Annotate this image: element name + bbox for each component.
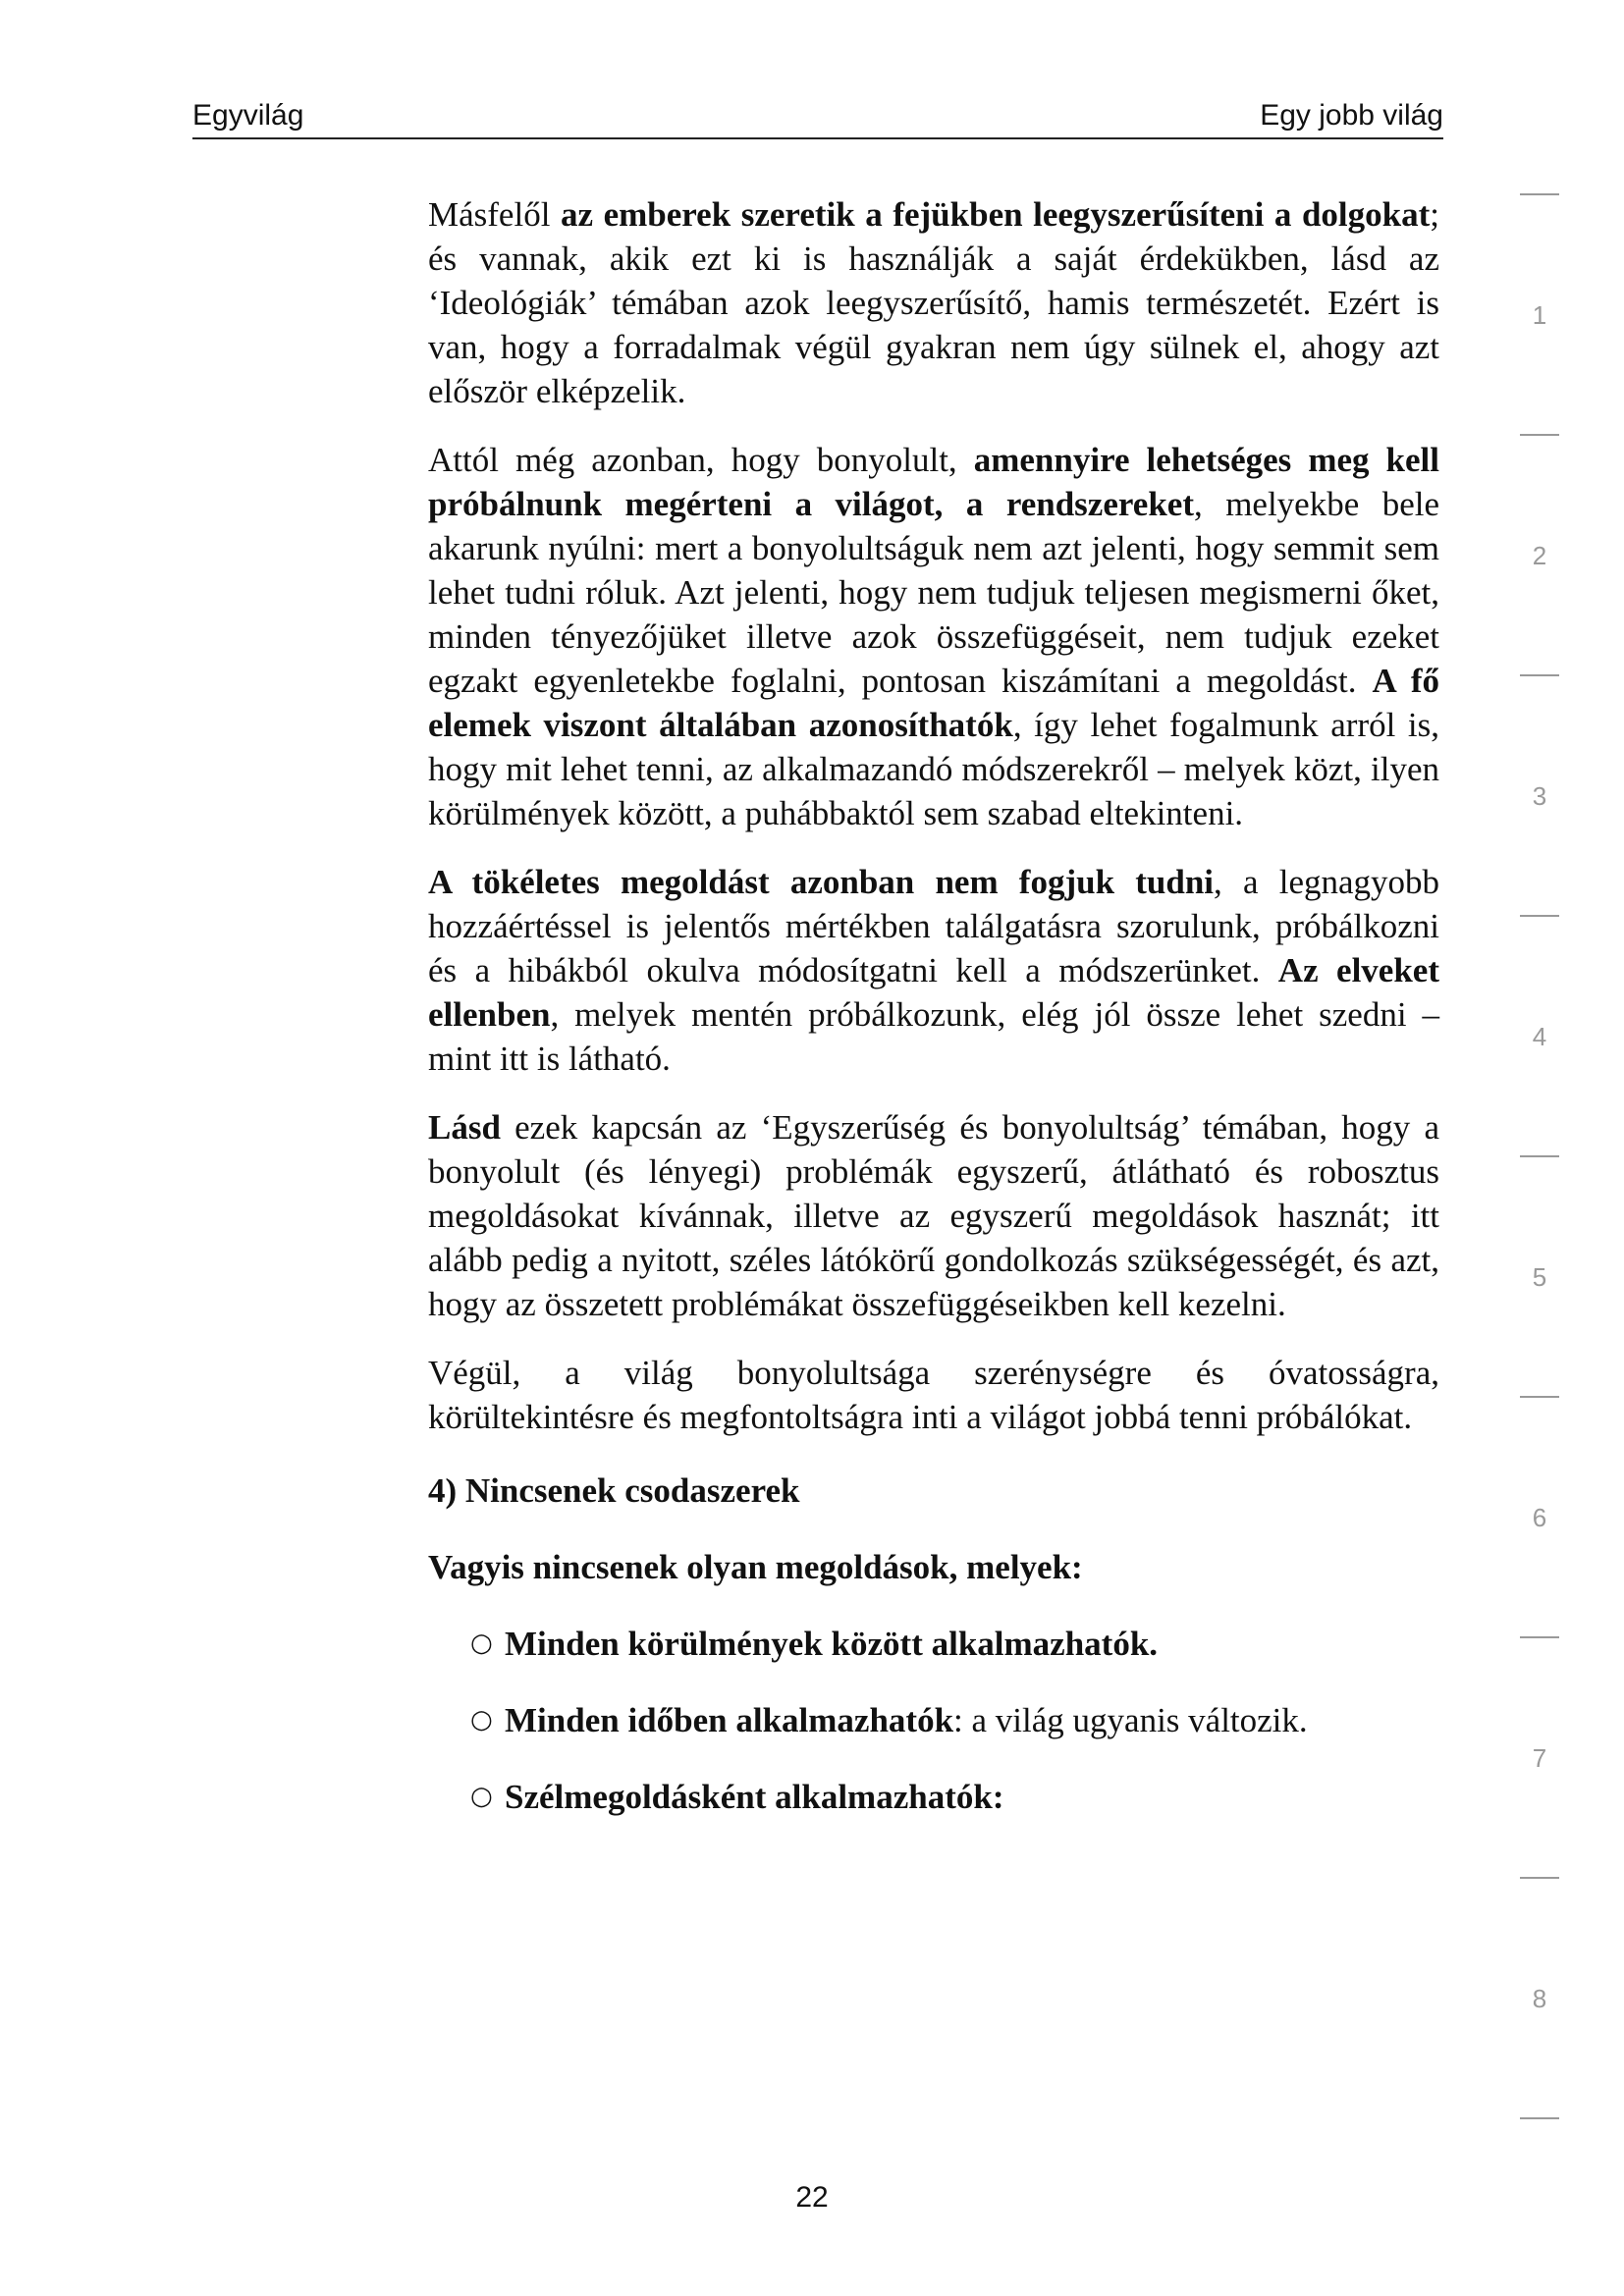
margin-number: 6 bbox=[1532, 1503, 1547, 1532]
page-number: 22 bbox=[795, 2181, 829, 2214]
p1-text-c: ; és vannak, akik ezt ki is használják a saját érdekükben, lásd az ‘Ideológiák’ témában azok leegyszerűsítő, hamis természetét. Ezért is van, hogy a forradalmak végül gyakran nem úgy sülnek el, ahogy azt először elképzelik. bbox=[428, 195, 1439, 410]
p1-bold: az emberek szeretik a fejükben leegyszerűsíteni a dolgokat bbox=[560, 195, 1431, 234]
p3-bold-2: Az elveket ellenben bbox=[428, 951, 1439, 1034]
header-left-title: Egyvilág bbox=[192, 99, 304, 132]
margin-divider bbox=[1520, 434, 1559, 436]
margin-number: 7 bbox=[1532, 1743, 1547, 1773]
margin-divider bbox=[1520, 193, 1559, 195]
paragraph-5: Végül, a világ bonyolultsága szerénységre és óvatosságra, körültekintésre és megfontoltságra inti a világot jobbá tenni próbálókat. bbox=[428, 1354, 1439, 1436]
p2-bold-2: A fő elemek viszont általában azonosíthatók bbox=[428, 662, 1440, 744]
paragraph-1 bbox=[428, 192, 1439, 413]
p4-bold: Lásd bbox=[428, 1108, 501, 1147]
circle-bullet-icon: ○ bbox=[470, 1629, 493, 1658]
line-number-margin bbox=[1520, 0, 1565, 2296]
p2-text-c: , melyekbe bele akarunk nyúlni: mert a bonyolultságuk nem azt jelenti, hogy semmit sem lehet tudni róluk. Azt jelenti, hogy nem tudjuk teljesen megismerni őket, minden tényezőjüket illetve azok összefüggéseit, nem tudjuk ezeket egzakt egyenletekbe foglalni, pontosan kiszámítani a megoldást. bbox=[428, 485, 1439, 700]
margin-divider bbox=[1520, 674, 1559, 676]
bullet-item bbox=[470, 1775, 1439, 1819]
paragraph-3 bbox=[428, 860, 1439, 1081]
margin-number: 8 bbox=[1532, 1984, 1547, 2013]
circle-bullet-icon: ○ bbox=[470, 1782, 493, 1811]
bullet-item bbox=[470, 1698, 1439, 1742]
main-content bbox=[428, 192, 1439, 1851]
p2-text-a: Attól még azonban, hogy bonyolult, bbox=[428, 441, 974, 479]
margin-number: 1 bbox=[1532, 300, 1547, 330]
bullet-2-rest: : a világ ugyanis változik. bbox=[953, 1701, 1308, 1739]
bullet-2-bold: Minden időben alkalmazhatók bbox=[505, 1701, 954, 1739]
margin-number: 4 bbox=[1532, 1022, 1547, 1051]
paragraph-2 bbox=[428, 438, 1439, 835]
header-right-title: Egy jobb világ bbox=[1260, 99, 1443, 132]
p1-text-a: Másfelől bbox=[428, 195, 561, 234]
section-heading: 4) Nincsenek csodaszerek bbox=[428, 1471, 800, 1510]
margin-divider bbox=[1520, 1155, 1559, 1157]
circle-bullet-icon: ○ bbox=[470, 1705, 493, 1735]
p2-bold-1: amennyire lehetséges meg kell próbálnunk megérteni a világot, a rendszereket bbox=[428, 441, 1439, 523]
page-header bbox=[192, 96, 1443, 139]
margin-number: 3 bbox=[1532, 781, 1547, 811]
margin-divider bbox=[1520, 1877, 1559, 1879]
bullet-item bbox=[470, 1622, 1439, 1666]
paragraph-4 bbox=[428, 1105, 1439, 1326]
margin-divider bbox=[1520, 2117, 1559, 2119]
margin-divider bbox=[1520, 915, 1559, 917]
margin-number: 2 bbox=[1532, 541, 1547, 570]
margin-divider bbox=[1520, 1396, 1559, 1398]
p2-text-e: , így lehet fogalmunk arról is, hogy mit lehet tenni, az alkalmazandó módszerekről – melyek közt, ilyen körülmények között, a puhábbaktól sem szabad eltekinteni. bbox=[428, 706, 1439, 832]
p3-text-d: , melyek mentén próbálkozunk, elég jól össze lehet szedni – mint itt is látható. bbox=[428, 995, 1439, 1078]
section-intro: Vagyis nincsenek olyan megoldások, melyek: bbox=[428, 1548, 1083, 1586]
margin-number: 5 bbox=[1532, 1262, 1547, 1292]
bullet-3-bold: Szélmegoldásként alkalmazhatók: bbox=[505, 1778, 1004, 1816]
bullet-1-bold: Minden körülmények között alkalmazhatók. bbox=[505, 1625, 1159, 1663]
p3-bold-1: A tökéletes megoldást azonban nem fogjuk tudni bbox=[428, 863, 1215, 901]
margin-divider bbox=[1520, 1636, 1559, 1638]
p3-text-b: , a legnagyobb hozzáértéssel is jelentős mértékben találgatásra szorulunk, próbálkozni és a hibákból okulva módosítgatni kell a módszerünket. bbox=[428, 863, 1440, 989]
p4-text-b: ezek kapcsán az ‘Egyszerűség és bonyolultság’ témában, hogy a bonyolult (és lényegi) problémák egyszerű, átlátható és robosztus megoldásokat kívánnak, illetve az egyszerű megoldások hasznát; itt alább pedig a nyitott, széles látókörű gondolkozás szükségességét, és azt, hogy az összetett problémákat összefüggéseikben kell kezelni. bbox=[428, 1108, 1439, 1323]
